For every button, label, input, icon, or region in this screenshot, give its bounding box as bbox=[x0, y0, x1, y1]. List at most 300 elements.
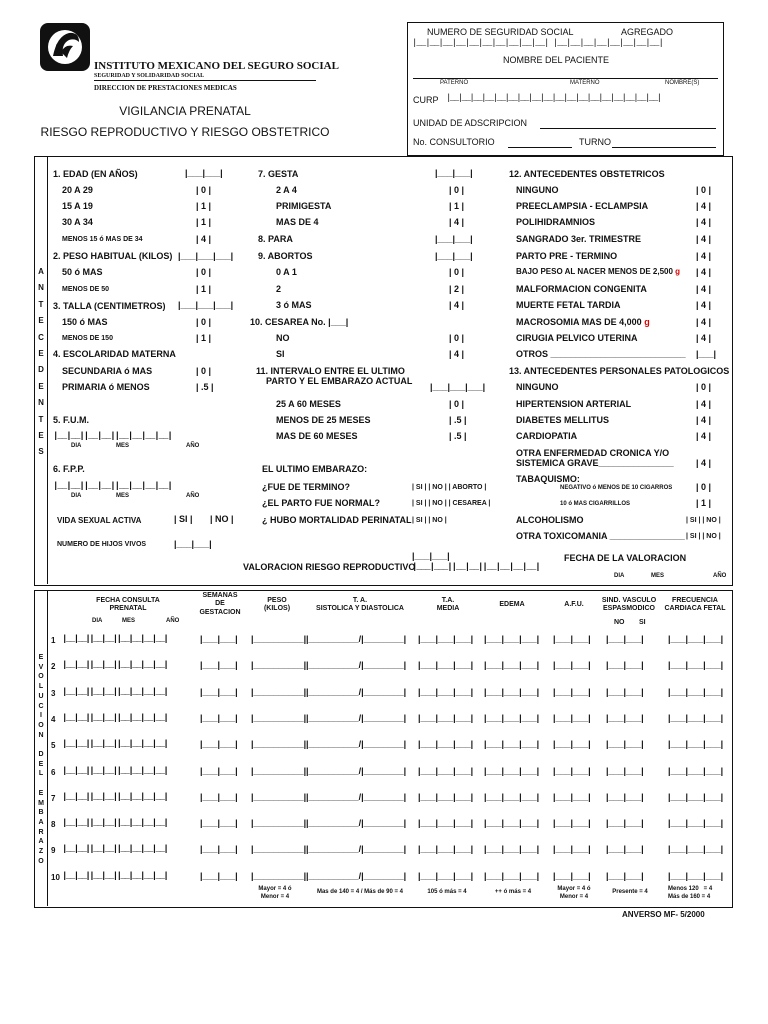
tabaquismo-negativo-label: NEGATIVO ó MENOS DE 10 CIGARROS bbox=[560, 485, 673, 491]
semanas-field[interactable]: |___|___| bbox=[200, 818, 238, 829]
fpp-title: 6. F.P.P. bbox=[53, 464, 85, 474]
option-label: 3 ó MAS bbox=[276, 300, 312, 310]
side-letter: E bbox=[38, 431, 44, 440]
hdr-semanas: SEMANAS bbox=[202, 592, 238, 599]
side-letter: E bbox=[38, 654, 44, 661]
unit-label: g bbox=[675, 267, 681, 276]
hdr-anio: AÑO bbox=[166, 618, 180, 624]
ta-field[interactable]: |__________/|________| bbox=[306, 686, 407, 697]
edema-field[interactable]: |___|___|___| bbox=[484, 765, 540, 776]
frec-field[interactable]: |___|___|___| bbox=[668, 634, 724, 644]
foot-edema: ++ ó más = 4 bbox=[494, 889, 532, 895]
option-label: MENOS DE 25 MESES bbox=[276, 415, 371, 425]
name-line[interactable] bbox=[413, 78, 718, 79]
foot-tam: 105 ó más = 4 bbox=[427, 889, 467, 895]
fecha-field[interactable]: |__|__||__|__||__|__|__|__| bbox=[62, 765, 168, 776]
abortos-field[interactable]: |___|___| bbox=[435, 251, 473, 261]
fum-mes-label: MES bbox=[116, 443, 130, 449]
fecha-field[interactable]: |__|__||__|__||__|__|__|__| bbox=[62, 870, 168, 881]
fpp-field[interactable]: |__|__||__|__||__|__|__|__| bbox=[53, 481, 172, 491]
hdr-sind2: ESPASMODICO bbox=[603, 605, 655, 612]
side-letter: C bbox=[38, 702, 44, 710]
afu-field[interactable]: |___|___| bbox=[553, 686, 591, 697]
option-code[interactable]: | .5 | bbox=[449, 415, 467, 425]
valoracion-label: VALORACION RIESGO REPRODUCTIVO bbox=[243, 562, 416, 572]
option-code[interactable]: | 0 | bbox=[696, 382, 712, 392]
hdr-edema: EDEMA bbox=[499, 601, 525, 608]
option-code[interactable]: | 4 | bbox=[696, 300, 712, 310]
tam-field[interactable]: |___|___|___| bbox=[418, 870, 474, 881]
curp-label: CURP bbox=[413, 95, 439, 105]
edema-field[interactable]: |___|___|___| bbox=[484, 818, 540, 829]
hdr-fecha: FECHA CONSULTA bbox=[96, 597, 160, 604]
valoracion-dia-label: DIA bbox=[614, 573, 625, 579]
foot-ta: Mas de 140 = 4 / Más de 90 = 4 bbox=[316, 889, 404, 895]
tam-field[interactable]: |___|___|___| bbox=[418, 712, 474, 723]
tam-field[interactable]: |___|___|___| bbox=[418, 765, 474, 776]
side-letter: D bbox=[38, 365, 44, 375]
nss-field[interactable]: |__|__|__|__|__|__|__|__|__|__| |__|__|__|__|__|__|__|__| bbox=[412, 38, 663, 48]
frec-field[interactable]: |___|___|___| bbox=[668, 765, 724, 776]
fecha-field[interactable]: |__|__||__|__||__|__|__|__| bbox=[62, 712, 168, 723]
ta-field[interactable]: |__________/|________| bbox=[306, 739, 407, 750]
termino-label: ¿FUE DE TERMINO? bbox=[262, 482, 350, 492]
peso-field[interactable]: |__________| bbox=[251, 660, 307, 671]
tam-field[interactable]: |___|___|___| bbox=[418, 686, 474, 697]
side-letter: T bbox=[38, 414, 44, 424]
normal-options[interactable]: | SI | | NO | | CESAREA | bbox=[412, 500, 491, 507]
sind-field[interactable]: |___|___| bbox=[606, 818, 644, 829]
frec-field[interactable]: |___|___|___| bbox=[668, 712, 724, 723]
option-label: 50 ó MAS bbox=[62, 267, 103, 277]
option-code[interactable]: | .5 | bbox=[196, 382, 214, 392]
sind-field[interactable]: |___|___| bbox=[606, 765, 644, 776]
ta-field[interactable]: |__________/|________| bbox=[306, 791, 407, 802]
afu-field[interactable]: |___|___| bbox=[553, 844, 591, 855]
edema-field[interactable]: |___|___|___| bbox=[484, 634, 540, 644]
frec-field[interactable]: |___|___|___| bbox=[668, 844, 724, 855]
tam-field[interactable]: |___|___|___| bbox=[418, 739, 474, 750]
option-label: 2 bbox=[276, 284, 282, 294]
option-label: DIABETES MELLITUS bbox=[516, 415, 610, 425]
para-field[interactable]: |___|___| bbox=[435, 234, 473, 244]
hdr-sind-no: NO bbox=[614, 619, 625, 626]
materno-label: MATERNO bbox=[570, 80, 600, 86]
direction-name: DIRECCION DE PRESTACIONES MEDICAS bbox=[94, 84, 237, 92]
mortalidad-label: ¿ HUBO MORTALIDAD PERINATAL bbox=[262, 515, 412, 525]
option-code[interactable]: | 0 | bbox=[449, 399, 465, 409]
peso-field[interactable]: |___|___|___| bbox=[178, 251, 234, 261]
form-title: VIGILANCIA PRENATAL bbox=[119, 104, 251, 118]
option-code[interactable]: | 1 | bbox=[196, 333, 212, 343]
hijos-label: NUMERO DE HIJOS VIVOS bbox=[57, 541, 147, 548]
row-number: 1 bbox=[51, 636, 56, 645]
option-code[interactable]: | 4 | bbox=[449, 217, 465, 227]
foot-afu: Mayor = 4 ó Menor = 4 bbox=[557, 886, 591, 900]
frec-field[interactable]: |___|___|___| bbox=[668, 660, 724, 671]
valoracion-fecha-field[interactable]: |___|___||__|__||__|__|__|__| bbox=[412, 562, 540, 572]
peso-field[interactable]: |__________| bbox=[251, 844, 307, 855]
option-code[interactable]: | 4 | bbox=[696, 234, 712, 244]
side-letter: O bbox=[38, 673, 44, 681]
side-letter: S bbox=[38, 447, 44, 457]
edad-field[interactable]: |___|___| bbox=[185, 168, 223, 178]
option-code[interactable]: | 0 | bbox=[449, 267, 465, 277]
side-letter: E bbox=[38, 349, 44, 358]
option-label: MENOS DE 50 bbox=[62, 286, 110, 293]
row-number: 5 bbox=[51, 741, 56, 751]
peso-field[interactable]: |__________| bbox=[251, 634, 307, 644]
option-code[interactable]: | 4 | bbox=[696, 267, 712, 277]
peso-field[interactable]: |__________| bbox=[251, 739, 307, 750]
hijos-field[interactable]: |___|___| bbox=[174, 539, 212, 549]
side-letter: V bbox=[38, 663, 44, 671]
semanas-field[interactable]: |___|___| bbox=[200, 791, 238, 802]
semanas-field[interactable]: |___|___| bbox=[200, 660, 238, 671]
cesarea-title: 10. CESAREA No. |___| bbox=[250, 317, 349, 327]
option-label: 25 A 60 MESES bbox=[276, 399, 341, 409]
tabaquismo-negativo-code[interactable]: | 0 | bbox=[696, 482, 712, 492]
side-letter: O bbox=[38, 721, 44, 729]
otra-toxicomania-label[interactable]: OTRA TOXICOMANIA _______________ bbox=[516, 531, 685, 541]
option-code[interactable]: | 4 | bbox=[696, 284, 712, 294]
frec-field[interactable]: |___|___|___| bbox=[668, 739, 724, 750]
hdr-frec2: CARDIACA FETAL bbox=[664, 605, 726, 612]
row-number: 4 bbox=[51, 714, 56, 724]
option-label: MAS DE 4 bbox=[276, 217, 319, 227]
option-code[interactable]: | 0 | bbox=[196, 185, 212, 195]
option-code[interactable]: | 2 | bbox=[449, 284, 465, 294]
side-letter: T bbox=[38, 299, 44, 309]
side-letter: L bbox=[38, 770, 44, 778]
hdr-ta: T. A. bbox=[352, 597, 368, 604]
option-label: 20 A 29 bbox=[62, 185, 93, 195]
option-code[interactable]: | 1 | bbox=[196, 201, 212, 211]
alcoholismo-label: ALCOHOLISMO bbox=[516, 515, 584, 525]
option-code[interactable]: | 1 | bbox=[449, 201, 465, 211]
option-code[interactable]: | 4 | bbox=[696, 399, 712, 409]
ta-field[interactable]: |__________/|________| bbox=[306, 660, 407, 671]
sind-field[interactable]: |___|___| bbox=[606, 739, 644, 750]
institute-name: INSTITUTO MEXICANO DEL SEGURO SOCIAL bbox=[94, 60, 339, 72]
option-code[interactable]: | 4 | bbox=[449, 349, 465, 359]
hdr-mes: MES bbox=[122, 618, 136, 624]
option-code[interactable]: | 4 | bbox=[696, 201, 712, 211]
fecha-field[interactable]: |__|__||__|__||__|__|__|__| bbox=[62, 791, 168, 802]
side-letter: R bbox=[38, 828, 44, 836]
vida-sexual-si[interactable]: | SI | bbox=[174, 514, 193, 524]
sind-field[interactable]: |___|___| bbox=[606, 791, 644, 802]
talla-field[interactable]: |___|___|___| bbox=[178, 300, 234, 310]
option-code[interactable]: | 0 | bbox=[196, 317, 212, 327]
institute-motto: SEGURIDAD Y SOLIDARIDAD SOCIAL bbox=[94, 73, 205, 79]
valoracion-mes-label: MES bbox=[651, 573, 665, 579]
semanas-field[interactable]: |___|___| bbox=[200, 870, 238, 881]
peso-field[interactable]: |__________| bbox=[251, 791, 307, 802]
option-label: MUERTE FETAL TARDIA bbox=[516, 300, 621, 310]
imss-logo bbox=[39, 22, 91, 72]
sind-field[interactable]: |___|___| bbox=[606, 870, 644, 881]
frec-field[interactable]: |___|___|___| bbox=[668, 818, 724, 829]
curp-field[interactable]: |__|__|__|__|__|__|__|__|__|__|__|__|__|__|__|__|__|__| bbox=[446, 93, 661, 103]
foot-peso: Mayor = 4 ó Menor = 4 bbox=[258, 886, 292, 900]
sind-field[interactable]: |___|___| bbox=[606, 660, 644, 671]
ta-field[interactable]: |__________/|________| bbox=[306, 818, 407, 829]
afu-field[interactable]: |___|___| bbox=[553, 791, 591, 802]
abortos-title: 9. ABORTOS bbox=[258, 251, 313, 261]
tabaquismo-label: TABAQUISMO: bbox=[516, 474, 580, 484]
option-label: PREECLAMPSIA - ECLAMPSIA bbox=[516, 201, 649, 211]
option-code[interactable]: | 4 | bbox=[696, 431, 712, 441]
ultimo-embarazo-label: EL ULTIMO EMBARAZO: bbox=[262, 464, 368, 474]
peso-field[interactable]: |__________| bbox=[251, 818, 307, 829]
peso-field[interactable]: |__________| bbox=[251, 712, 307, 723]
hdr-afu: A.F.U. bbox=[564, 601, 584, 608]
toxicomania-options[interactable]: | SI | | NO | bbox=[686, 533, 721, 540]
semanas-field[interactable]: |___|___| bbox=[200, 634, 238, 644]
option-label: MENOS DE 150 bbox=[62, 335, 113, 342]
hdr-peso: PESO bbox=[267, 597, 287, 604]
fecha-field[interactable]: |__|__||__|__||__|__|__|__| bbox=[62, 660, 168, 671]
edema-field[interactable]: |___|___|___| bbox=[484, 712, 540, 723]
edema-field[interactable]: |___|___|___| bbox=[484, 739, 540, 750]
vida-sexual-label: VIDA SEXUAL ACTIVA bbox=[57, 516, 142, 525]
option-label: NINGUNO bbox=[516, 382, 559, 392]
normal-label: ¿EL PARTO FUE NORMAL? bbox=[262, 498, 380, 508]
edema-field[interactable]: |___|___|___| bbox=[484, 844, 540, 855]
otra-cronica-label: OTRA ENFERMEDAD CRONICA Y/O bbox=[516, 448, 670, 458]
tam-field[interactable]: |___|___|___| bbox=[418, 844, 474, 855]
peso-title: 2. PESO HABITUAL (KILOS) bbox=[53, 251, 173, 261]
option-code[interactable]: | 4 | bbox=[696, 217, 712, 227]
option-code[interactable]: | 4 | bbox=[696, 317, 712, 327]
side-letter: A bbox=[38, 267, 44, 276]
fpp-anio-label: AÑO bbox=[186, 493, 200, 499]
option-code[interactable]: | .5 | bbox=[449, 431, 467, 441]
ta-field[interactable]: |__________/|________| bbox=[306, 765, 407, 776]
termino-options[interactable]: | SI | | NO | | ABORTO | bbox=[412, 484, 487, 491]
option-label: SANGRADO 3er. TRIMESTRE bbox=[516, 234, 642, 244]
option-code[interactable]: | 1 | bbox=[196, 217, 212, 227]
hdr-ta-sub: SISTOLICA Y DIASTOLICA bbox=[316, 605, 404, 612]
afu-field[interactable]: |___|___| bbox=[553, 818, 591, 829]
option-code[interactable]: | 0 | bbox=[696, 185, 712, 195]
unit-label: g bbox=[644, 317, 650, 327]
valoracion-fecha-label: FECHA DE LA VALORACION bbox=[564, 553, 687, 563]
option-label: 15 A 19 bbox=[62, 201, 93, 211]
option-label: SECUNDARIA ó MAS bbox=[62, 366, 153, 376]
sind-field[interactable]: |___|___| bbox=[606, 634, 644, 644]
fecha-field[interactable]: |__|__||__|__||__|__|__|__| bbox=[62, 844, 168, 855]
turno-label: TURNO bbox=[579, 137, 611, 147]
edema-field[interactable]: |___|___|___| bbox=[484, 791, 540, 802]
mortalidad-options[interactable]: | SI | | NO | bbox=[412, 517, 447, 524]
edema-field[interactable]: |___|___|___| bbox=[484, 660, 540, 671]
option-label: BAJO PESO AL NACER MENOS DE 2,500 g bbox=[516, 267, 681, 276]
hdr-dia: DIA bbox=[92, 618, 103, 624]
side-letter: E bbox=[38, 760, 44, 768]
side-letter: D bbox=[38, 751, 44, 758]
option-label: CARDIOPATIA bbox=[516, 431, 578, 441]
patient-name-label: NOMBRE DEL PACIENTE bbox=[503, 55, 610, 65]
row-number: 6 bbox=[51, 767, 56, 777]
foot-frec: Menos 120 = 4 Más de 160 = 4 bbox=[668, 886, 713, 900]
unidad-field[interactable] bbox=[540, 128, 716, 129]
hdr-sind-si: SI bbox=[639, 619, 646, 626]
paterno-label: PATERNO bbox=[440, 80, 469, 86]
option-label: 0 A 1 bbox=[276, 267, 297, 277]
otra-cronica-field[interactable]: SISTEMICA GRAVE_______________ bbox=[516, 458, 674, 468]
afu-field[interactable]: |___|___| bbox=[553, 765, 591, 776]
hdr-gestacion: GESTACION bbox=[199, 609, 241, 616]
vida-sexual-no[interactable]: | NO | bbox=[210, 514, 234, 524]
fpp-mes-label: MES bbox=[116, 493, 130, 499]
option-code[interactable]: | 4 | bbox=[696, 333, 712, 343]
fecha-field[interactable]: |__|__||__|__||__|__|__|__| bbox=[62, 634, 168, 644]
afu-field[interactable]: |___|___| bbox=[553, 634, 591, 644]
valoracion-score-top[interactable]: |___|___| bbox=[412, 551, 450, 561]
option-label: POLIHIDRAMNIOS bbox=[516, 217, 596, 227]
intervalo-subtitle: PARTO Y EL EMBARAZO ACTUAL bbox=[266, 376, 413, 386]
hdr-tam-sub: MEDIA bbox=[436, 605, 460, 612]
tabaquismo-positivo-code[interactable]: | 1 | bbox=[696, 498, 712, 508]
frec-field[interactable]: |___|___|___| bbox=[668, 791, 724, 802]
edad-title: 1. EDAD (EN AÑOS) bbox=[53, 169, 138, 179]
side-letter: E bbox=[38, 381, 44, 391]
tam-field[interactable]: |___|___|___| bbox=[418, 660, 474, 671]
option-label: MENOS 15 ó MAS DE 34 bbox=[62, 236, 143, 243]
nombres-label: NOMBRE(S) bbox=[665, 80, 700, 86]
fum-field[interactable]: |__|__||__|__||__|__|__|__| bbox=[53, 431, 172, 441]
tam-field[interactable]: |___|___|___| bbox=[418, 634, 474, 644]
fpp-dia-label: DIA bbox=[71, 493, 82, 499]
side-letter: U bbox=[38, 692, 44, 700]
option-code[interactable]: | 4 | bbox=[449, 300, 465, 310]
frec-field[interactable]: |___|___|___| bbox=[668, 870, 724, 881]
hdr-kilos: (KILOS) bbox=[263, 605, 291, 612]
side-letter: L bbox=[38, 683, 44, 691]
intervalo-title: 11. INTERVALO ENTRE EL ULTIMO bbox=[256, 366, 405, 376]
edema-field[interactable]: |___|___|___| bbox=[484, 686, 540, 697]
ta-field[interactable]: |__________/|________| bbox=[306, 844, 407, 855]
side-letter: A bbox=[38, 838, 44, 846]
semanas-field[interactable]: |___|___| bbox=[200, 765, 238, 776]
side-letter: N bbox=[38, 283, 44, 293]
option-code[interactable]: | 0 | bbox=[196, 267, 212, 277]
option-label: PARTO PRE - TERMINO bbox=[516, 251, 618, 261]
afu-field[interactable]: |___|___| bbox=[553, 739, 591, 750]
side-letter: N bbox=[38, 398, 44, 408]
ta-field[interactable]: |__________/|________| bbox=[306, 634, 407, 644]
fecha-field[interactable]: |__|__||__|__||__|__|__|__| bbox=[62, 739, 168, 750]
consultorio-field[interactable] bbox=[508, 147, 572, 148]
unidad-label: UNIDAD DE ADSCRIPCION bbox=[413, 118, 528, 128]
side-letter: N bbox=[38, 731, 44, 739]
sind-field[interactable]: |___|___| bbox=[606, 844, 644, 855]
option-code[interactable]: | 0 | bbox=[449, 333, 465, 343]
alcoholismo-options[interactable]: | SI | | NO | bbox=[686, 517, 721, 524]
para-title: 8. PARA bbox=[258, 234, 293, 244]
semanas-field[interactable]: |___|___| bbox=[200, 739, 238, 750]
divider bbox=[94, 80, 316, 81]
row-number: 7 bbox=[51, 793, 56, 803]
option-label: PRIMARIA ó MENOS bbox=[62, 382, 150, 392]
option-label: SI bbox=[276, 349, 285, 359]
row-number: 10 bbox=[51, 872, 60, 882]
tabaquismo-positivo-label: 10 ó MAS CIGARRILLOS bbox=[560, 501, 631, 507]
sind-field[interactable]: |___|___| bbox=[606, 712, 644, 723]
option-code[interactable]: | 1 | bbox=[196, 284, 212, 294]
option-label: 150 ó MAS bbox=[62, 317, 108, 327]
hdr-sind: SIND. VASCULO bbox=[601, 597, 657, 604]
option-code[interactable]: | 4 | bbox=[696, 415, 712, 425]
divider bbox=[47, 157, 48, 584]
fum-title: 5. F.U.M. bbox=[53, 415, 90, 425]
afu-field[interactable]: |___|___| bbox=[553, 712, 591, 723]
afu-field[interactable]: |___|___| bbox=[553, 660, 591, 671]
side-letter: O bbox=[38, 857, 44, 865]
side-letter: E bbox=[38, 789, 44, 797]
semanas-field[interactable]: |___|___| bbox=[200, 686, 238, 697]
fecha-field[interactable]: |__|__||__|__||__|__|__|__| bbox=[62, 818, 168, 829]
peso-field[interactable]: |__________| bbox=[251, 686, 307, 697]
hdr-tam: T.A. bbox=[441, 597, 455, 604]
fecha-field[interactable]: |__|__||__|__||__|__|__|__| bbox=[62, 686, 168, 697]
ta-field[interactable]: |__________/|________| bbox=[306, 712, 407, 723]
option-code[interactable]: | 4 | bbox=[696, 251, 712, 261]
peso-field[interactable]: |__________| bbox=[251, 765, 307, 776]
personales-title: 13. ANTECEDENTES PERSONALES PATOLOGICOS bbox=[509, 366, 730, 376]
option-label: OTROS ___________________________ bbox=[516, 349, 686, 359]
tam-field[interactable]: |___|___|___| bbox=[418, 818, 474, 829]
intervalo-field[interactable]: |___|___|___| bbox=[430, 382, 486, 392]
row-number: 8 bbox=[51, 820, 56, 830]
sind-field[interactable]: |___|___| bbox=[606, 686, 644, 697]
talla-title: 3. TALLA (CENTIMETROS) bbox=[53, 301, 166, 311]
row-number: 9 bbox=[51, 846, 56, 856]
side-letter: B bbox=[38, 809, 44, 817]
frec-field[interactable]: |___|___|___| bbox=[668, 686, 724, 697]
gesta-field[interactable]: |___|___| bbox=[435, 168, 473, 178]
semanas-field[interactable]: |___|___| bbox=[200, 712, 238, 723]
row-number: 2 bbox=[51, 662, 56, 672]
divider bbox=[47, 591, 48, 906]
semanas-field[interactable]: |___|___| bbox=[200, 844, 238, 855]
option-code[interactable]: |___| bbox=[696, 349, 717, 359]
hdr-de: DE bbox=[215, 600, 225, 607]
tam-field[interactable]: |___|___|___| bbox=[418, 791, 474, 802]
option-code[interactable]: | 4 | bbox=[196, 234, 212, 244]
option-code[interactable]: | 0 | bbox=[449, 185, 465, 195]
turno-field[interactable] bbox=[612, 147, 716, 148]
fum-dia-label: DIA bbox=[71, 443, 82, 449]
edema-field[interactable]: |___|___|___| bbox=[484, 870, 540, 881]
hdr-frec: FRECUENCIA bbox=[672, 597, 718, 604]
option-code[interactable]: | 0 | bbox=[196, 366, 212, 376]
option-label: CIRUGIA PELVICO UTERINA bbox=[516, 333, 638, 343]
option-label: MALFORMACION CONGENITA bbox=[516, 284, 647, 294]
consultorio-label: No. CONSULTORIO bbox=[413, 137, 495, 147]
valoracion-anio-label: AÑO bbox=[713, 573, 727, 579]
peso-field[interactable]: |__________| bbox=[251, 870, 307, 881]
side-letter: Z bbox=[38, 848, 44, 855]
option-label: PRIMIGESTA bbox=[276, 201, 332, 211]
otra-cronica-code[interactable]: | 4 | bbox=[696, 458, 712, 468]
ta-field[interactable]: |__________/|________| bbox=[306, 870, 407, 881]
afu-field[interactable]: |___|___| bbox=[553, 870, 591, 881]
gesta-title: 7. GESTA bbox=[258, 169, 299, 179]
foot-sind: Presente = 4 bbox=[612, 889, 648, 895]
